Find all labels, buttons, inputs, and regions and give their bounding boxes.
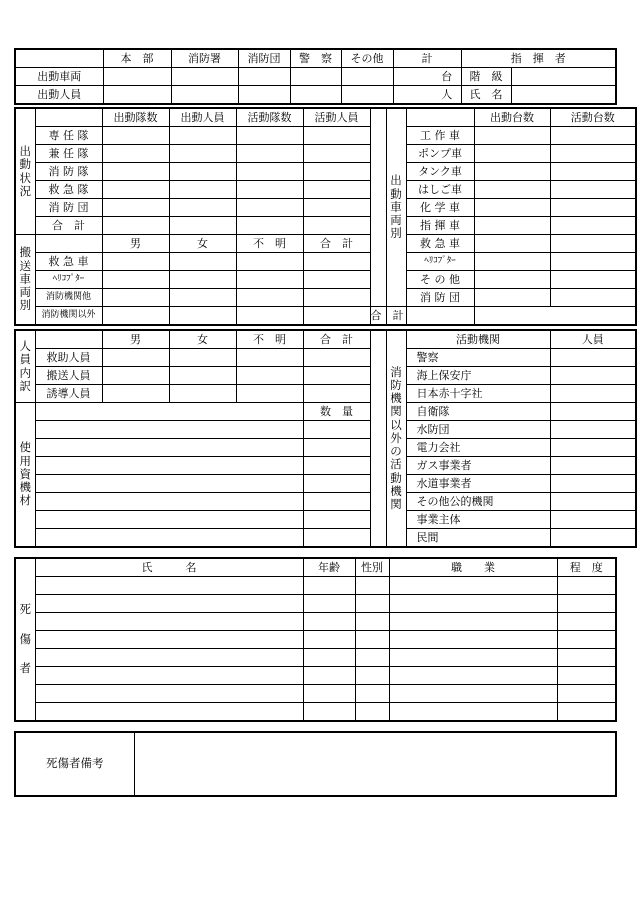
- equipment-name-cell[interactable]: [35, 403, 303, 421]
- persons-row-label: 搬送人員: [35, 367, 102, 385]
- hdr-agency-personnel: 人員: [550, 330, 636, 349]
- remarks-label: 死傷者備考: [15, 732, 134, 796]
- cmd-name-label: 氏 名: [461, 86, 511, 105]
- agency-row-label: 水防団: [406, 421, 550, 439]
- hdr-name: 氏 名: [35, 558, 303, 577]
- transport-side-label: 搬 送 車 両 別: [15, 235, 35, 326]
- hdr-active-units: 活動隊数: [236, 108, 303, 127]
- dispatch-side-label: 出 動 状 況: [15, 108, 35, 235]
- casualties-side-text: 死傷者: [19, 601, 31, 676]
- persons-table: [14, 329, 637, 548]
- vehicles-side-label: 出 動 車 両 別: [386, 108, 406, 307]
- hdr-unknown: 不 明: [236, 235, 303, 253]
- agency-row-label: 水道事業者: [406, 475, 550, 493]
- remarks-table: [14, 731, 617, 797]
- dispatch-row-label: 救 急 隊: [35, 181, 102, 199]
- agency-row-label: 日本赤十字社: [406, 385, 550, 403]
- cmd-rank-label: 階 級: [461, 68, 511, 86]
- remarks-input[interactable]: [134, 732, 616, 796]
- hdr-male: 男: [102, 330, 169, 349]
- agencies-side-label: 消 防 機 関 以 外 の 活 動 機 関: [386, 330, 406, 547]
- vehicle-row-label: 化 学 車: [406, 199, 474, 217]
- casualty-row[interactable]: [35, 703, 303, 722]
- persons-row-label: 救助人員: [35, 349, 102, 367]
- cmd-rank-input[interactable]: [511, 68, 616, 86]
- input-cell[interactable]: [103, 68, 171, 86]
- vehicle-total-label: 合 計: [370, 307, 386, 326]
- hdr-dispatch-count: 出動台数: [474, 108, 550, 127]
- hdr-severity: 程 度: [557, 558, 616, 577]
- casualty-row[interactable]: [35, 613, 303, 631]
- hdr-female: 女: [169, 330, 236, 349]
- equipment-side-label: 使 用 資 機 材: [15, 403, 35, 548]
- dispatch-table: [14, 107, 637, 326]
- top-summary-table: [14, 48, 617, 105]
- hdr-total: 合 計: [303, 330, 370, 349]
- casualties-table: [14, 557, 617, 722]
- row-label-personnel: 出動人員: [15, 86, 103, 105]
- agency-row-label: 海上保安庁: [406, 367, 550, 385]
- hdr-female: 女: [169, 235, 236, 253]
- agency-row-label: その他公的機関: [406, 493, 550, 511]
- casualty-row[interactable]: [35, 649, 303, 667]
- vehicle-row-label: そ の 他: [406, 271, 474, 289]
- hdr-sex: 性別: [355, 558, 389, 577]
- hdr-dispatch-personnel: 出動人員: [169, 108, 236, 127]
- hdr-total: 合 計: [303, 235, 370, 253]
- dispatch-row-label: 兼 任 隊: [35, 145, 102, 163]
- vehicle-row-label: ポンプ車: [406, 145, 474, 163]
- hdr-age: 年齢: [303, 558, 355, 577]
- vehicle-row-label: 指 揮 車: [406, 217, 474, 235]
- agency-row-label: 警察: [406, 349, 550, 367]
- transport-row-label: 消防機関以外: [35, 307, 102, 326]
- hdr-shobodan: 消防団: [238, 49, 290, 68]
- casualty-row[interactable]: [35, 685, 303, 703]
- hdr-keisatsu: 警 察: [290, 49, 341, 68]
- casualty-row[interactable]: [35, 577, 303, 595]
- transport-row-label: ﾍﾘｺﾌﾟﾀｰ: [35, 271, 102, 289]
- persons-row-label: 誘導人員: [35, 385, 102, 403]
- hdr-honbu: 本 部: [103, 49, 171, 68]
- row-label-vehicles: 出動車両: [15, 68, 103, 86]
- cmd-name-input[interactable]: [511, 86, 616, 105]
- unit-dai: 台: [433, 68, 461, 86]
- agency-row-label: 民間: [406, 529, 550, 548]
- dispatch-row-label: 消 防 隊: [35, 163, 102, 181]
- casualty-row[interactable]: [35, 595, 303, 613]
- persons-side-label: 人 員 内 訳: [15, 330, 35, 403]
- vehicle-row-label: 工 作 車: [406, 127, 474, 145]
- casualties-side-label: [15, 558, 35, 721]
- agency-row-label: 自衛隊: [406, 403, 550, 421]
- agency-row-label: 電力会社: [406, 439, 550, 457]
- vehicle-row-label: 消 防 団: [406, 289, 474, 307]
- hdr-male: 男: [102, 235, 169, 253]
- hdr-total: 計: [393, 49, 461, 68]
- hdr-active-personnel: 活動人員: [303, 108, 370, 127]
- vehicle-row-label: ﾍﾘｺﾌﾟﾀｰ: [406, 253, 474, 271]
- vehicle-row-label: はしご車: [406, 181, 474, 199]
- transport-row-label: 消防機関他: [35, 289, 102, 307]
- hdr-occupation: 職 業: [389, 558, 557, 577]
- casualty-row[interactable]: [35, 631, 303, 649]
- agency-row-label: 事業主体: [406, 511, 550, 529]
- hdr-quantity: 数 量: [303, 403, 370, 421]
- agency-row-label: ガス事業者: [406, 457, 550, 475]
- hdr-commander: 指 揮 者: [461, 49, 616, 68]
- hdr-sonota: その他: [341, 49, 393, 68]
- hdr-unknown: 不 明: [236, 330, 303, 349]
- hdr-agency: 活動機関: [406, 330, 550, 349]
- dispatch-row-label: 消 防 団: [35, 199, 102, 217]
- dispatch-total-label: 合 計: [35, 217, 102, 235]
- hdr-dispatch-units: 出動隊数: [102, 108, 169, 127]
- vehicle-row-label: 救 急 車: [406, 235, 474, 253]
- vehicle-row-label: タンク車: [406, 163, 474, 181]
- hdr-shobosho: 消防署: [171, 49, 238, 68]
- casualty-row[interactable]: [35, 667, 303, 685]
- dispatch-row-label: 専 任 隊: [35, 127, 102, 145]
- hdr-active-count: 活動台数: [550, 108, 636, 127]
- transport-row-label: 救 急 車: [35, 253, 102, 271]
- unit-nin: 人: [433, 86, 461, 105]
